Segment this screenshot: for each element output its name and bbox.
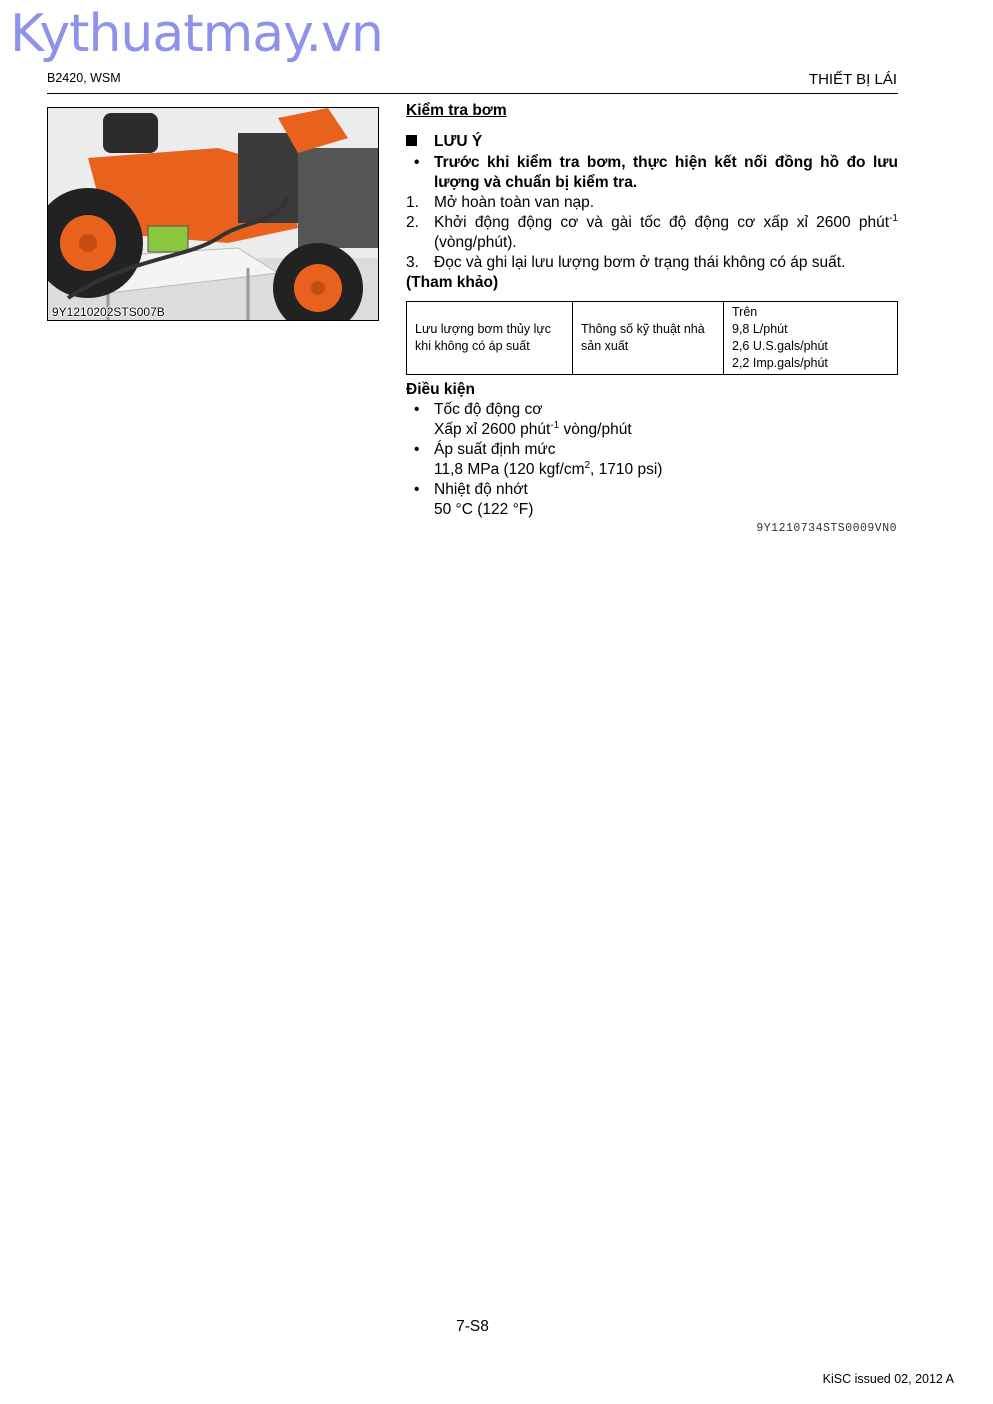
section-title: Kiểm tra bơm [406,102,507,119]
step-3 [406,253,898,273]
value-part: vòng/phút [559,421,632,438]
square-bullet-icon [406,135,417,146]
note-text: Trước khi kiểm tra bơm, thực hiện kết nối đồng hồ đo lưu lượng và chuẩn bị kiểm tra. [434,154,898,191]
value-part: 50 °C (122 °F) [434,501,534,518]
condition-value [434,420,898,440]
bullet: • [414,401,420,418]
condition-name: Áp suất định mức [434,441,556,458]
value-part: Xấp xỉ 2600 phút [434,421,551,438]
condition-value [434,460,898,480]
step-number: 2. [406,214,419,231]
spec-value: 2,6 U.S.gals/phút [732,339,828,353]
condition-item [406,440,898,480]
spec-value: Trên [732,305,758,319]
step-text [434,213,898,253]
step-1 [406,193,898,213]
condition-name: Tốc độ động cơ [434,401,543,418]
condition-item [406,400,898,440]
watermark: Kythuatmay.vn [10,4,383,64]
spec-value: 9,8 L/phút [732,322,788,336]
bullet: • [414,441,420,458]
step-number: 3. [406,254,419,271]
header-section: THIẾT BỊ LÁI [808,71,897,88]
table-row [407,302,898,375]
spec-values [724,302,898,375]
figure-id: 9Y1210202STS007B [52,305,165,319]
spec-table [406,301,898,375]
note-item [406,153,898,193]
superscript: 2 [584,460,591,471]
conditions-label: Điều kiện [406,381,475,398]
bullet: • [414,481,420,498]
superscript: -1 [550,420,560,431]
step-text-part: (vòng/phút). [434,234,517,251]
note-label: LƯU Ý [434,133,483,150]
header-model: B2420, WSM [47,71,121,85]
spec-value: 2,2 Imp.gals/phút [732,356,828,370]
step-number: 1. [406,194,419,211]
tractor-illustration [48,108,378,320]
step-2 [406,213,898,253]
tractor-photo [47,107,379,321]
document-code: 9Y1210734STS0009VN0 [756,522,897,535]
note-heading [406,133,482,151]
condition-value [434,500,898,520]
spec-item: Lưu lượng bơm thủy lực khi không có áp suất [407,302,573,375]
page-number: 7-S8 [456,1318,489,1335]
superscript: -1 [889,213,898,224]
condition-name: Nhiệt độ nhớt [434,481,528,498]
step-text: Đọc và ghi lại lưu lượng bơm ở trạng thái không có áp suất. [434,254,846,271]
header-rule [47,93,898,94]
reference-label: (Tham khảo) [406,274,499,291]
value-part: , 1710 psi) [590,461,663,478]
condition-item [406,480,898,520]
step-text: Mở hoàn toàn van nạp. [434,194,595,211]
spec-label: Thông số kỹ thuật nhà sản xuất [573,302,724,375]
bullet: • [414,154,420,171]
step-text-part: Khởi động động cơ và gài tốc độ động cơ xấp xỉ 2600 phút [434,214,890,231]
value-part: 11,8 MPa (120 kgf/cm [434,461,585,478]
issue-info: KiSC issued 02, 2012 A [822,1372,954,1386]
